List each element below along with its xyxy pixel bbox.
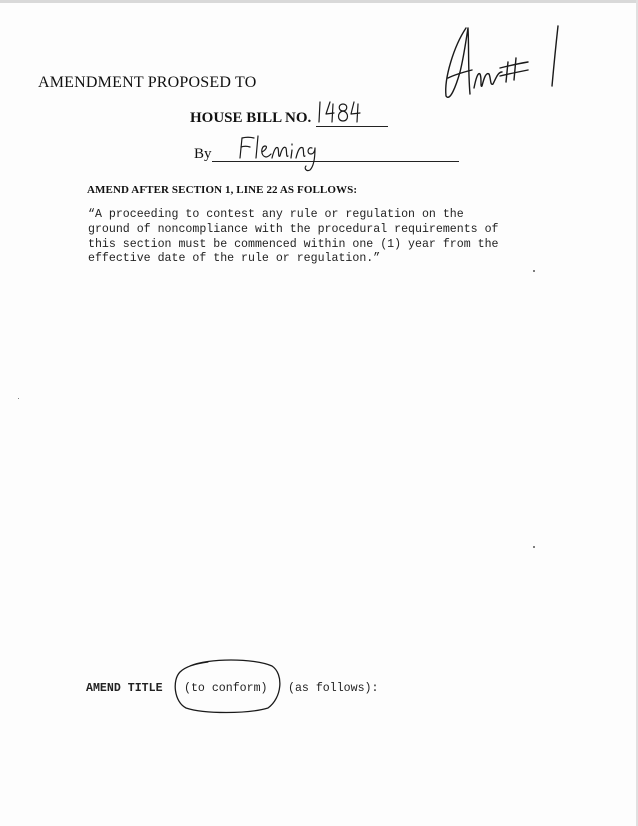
- amend-title-row: [86, 682, 379, 747]
- amendment-body-line: ground of noncompliance with the procedural requirements of: [88, 222, 499, 236]
- circled-option-to-conform: (to conform): [184, 682, 268, 695]
- amendment-body-line: this section must be commenced within one (1) year from the: [88, 237, 499, 251]
- by-label: By: [194, 146, 212, 162]
- sponsor-signature-handwriting: [236, 132, 326, 174]
- scan-speck: [533, 270, 535, 272]
- option-as-follows: (as follows):: [288, 682, 379, 695]
- amendment-body-line: effective date of the rule or regulation.”: [88, 252, 381, 266]
- amendment-heading: AMENDMENT PROPOSED TO: [38, 74, 257, 91]
- bill-number-underline: [316, 126, 388, 127]
- scan-speck: [18, 398, 19, 399]
- scan-speck: [533, 546, 535, 548]
- scan-edge-top: [0, 0, 638, 3]
- amendment-body: [88, 208, 548, 267]
- bill-number-handwriting: [316, 96, 364, 126]
- hand-drawn-circle: [168, 654, 286, 716]
- section-heading: AMEND AFTER SECTION 1, LINE 22 AS FOLLOWS:: [87, 184, 358, 196]
- corner-annotation-handwriting: [436, 16, 576, 108]
- amendment-body-line: “A proceeding to contest any rule or regulation on the: [88, 208, 464, 221]
- amend-title-label: AMEND TITLE: [86, 682, 163, 695]
- house-bill-label: HOUSE BILL NO.: [190, 110, 312, 126]
